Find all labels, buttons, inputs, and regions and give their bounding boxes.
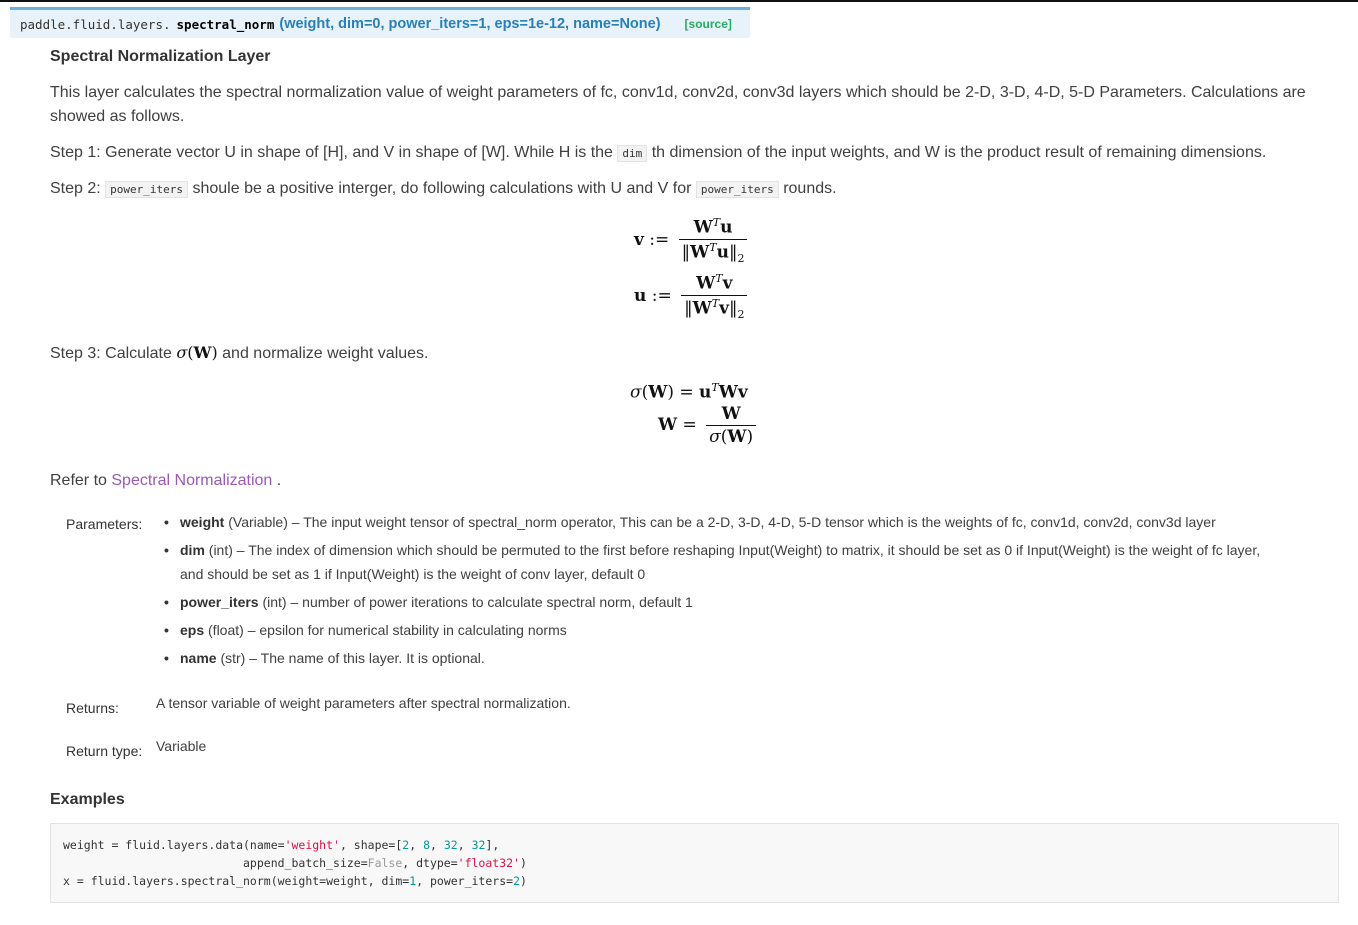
- equation-sigma: $\sigma(W) = u^TWv$: [630, 381, 748, 403]
- step-1-text-a: Step 1: Generate vector U in shape of [H], and V in shape of [W]. While H is the: [50, 144, 613, 161]
- step-2-text-a: Step 2:: [50, 180, 101, 197]
- param-name-field: [160, 646, 1330, 670]
- step-1-code: dim: [617, 145, 647, 162]
- param-type: (str): [220, 650, 246, 666]
- param-desc: – The name of this layer. It is optional.: [249, 650, 485, 666]
- function-params: (weight, dim=0, power_iters=1, eps=1e-12, name=None): [279, 16, 661, 32]
- param-type: (int): [208, 542, 233, 558]
- parameters-label: Parameters:: [66, 516, 143, 532]
- param-weight: [160, 510, 1330, 534]
- step-1-text-b: th dimension of the input weights, and W is the product result of remaining dimensions.: [651, 144, 1267, 161]
- step-2-code-2: power_iters: [696, 181, 779, 198]
- step-2-text-b: shoule be a positive interger, do following calculations with U and V for: [192, 180, 692, 197]
- returns-value: A tensor variable of weight parameters after spectral normalization.: [156, 695, 571, 711]
- param-name: name: [180, 650, 217, 666]
- equation-w: W = $\frac{W}{\sigma(W)}$: [658, 404, 756, 447]
- step-3-math: σ(W): [176, 343, 218, 362]
- param-type: (Variable): [228, 514, 288, 530]
- param-power-iters: [160, 590, 1330, 614]
- refer-period: .: [276, 472, 282, 489]
- intro-line-1: This layer calculates the spectral normalization value of weight parameters of fc, conv1d, conv2d, conv3d layers which should be 2-D, 3-D, 4-D, 5-D Parameters. Calculations are: [50, 84, 1306, 101]
- step-3: [50, 341, 429, 366]
- function-signature: [10, 7, 750, 38]
- source-link[interactable]: [source]: [684, 17, 732, 31]
- equation-u: u := $\frac{W^Tv}{‖W^Tv‖_2}$: [634, 272, 747, 321]
- return-type-label: Return type:: [66, 743, 143, 759]
- param-desc-cont: and should be set as 1 if Input(Weight) is the weight of conv layer, default 0: [180, 566, 646, 582]
- module-path: paddle.fluid.layers.: [20, 16, 171, 32]
- step-2-code-1: power_iters: [105, 181, 188, 198]
- param-desc: – number of power iterations to calculate spectral norm, default 1: [290, 594, 693, 610]
- step-3-text-b: and normalize weight values.: [222, 345, 429, 362]
- step-1: [50, 141, 1266, 166]
- step-2: [50, 177, 837, 202]
- param-type: (float): [208, 622, 244, 638]
- param-name: dim: [180, 542, 205, 558]
- returns-label: Returns:: [66, 700, 119, 716]
- param-eps: [160, 618, 1330, 642]
- param-name: eps: [180, 622, 205, 638]
- step-2-text-c: rounds.: [783, 180, 837, 197]
- param-desc: – The input weight tensor of spectral_norm operator, This can be a 2-D, 3-D, 4-D, 5-D tensor which is the weights of fc, conv1d, conv2d, conv3d layer: [291, 514, 1216, 530]
- equation-v: v := $\frac{W^Tu}{‖W^Tu‖_2}$: [634, 216, 747, 265]
- param-desc: – epsilon for numerical stability in calculating norms: [247, 622, 567, 638]
- refer-line: [50, 469, 281, 493]
- return-type-value: Variable: [156, 738, 207, 754]
- step-3-text-a: Step 3: Calculate: [50, 345, 172, 362]
- top-border: [0, 0, 1358, 2]
- spectral-normalization-link[interactable]: Spectral Normalization: [111, 472, 273, 489]
- param-name: power_iters: [180, 594, 259, 610]
- intro-line-2: showed as follows.: [50, 108, 185, 125]
- section-heading: Spectral Normalization Layer: [50, 48, 271, 65]
- examples-heading: Examples: [50, 791, 125, 808]
- function-name: spectral_norm: [176, 16, 275, 32]
- code-example: weight = fluid.layers.data(name='weight', shape=[2, 8, 32, 32], append_batch_size=False, dtype='float32') x = fluid.layers.spectral_norm(weight=weight, dim=1, power_iters=2): [50, 823, 1339, 903]
- param-type: (int): [262, 594, 287, 610]
- parameters-list: [160, 510, 1330, 674]
- param-name: weight: [180, 514, 225, 530]
- param-dim: [160, 538, 1330, 586]
- refer-text: Refer to: [50, 472, 107, 489]
- param-desc: – The index of dimension which should be permuted to the first before reshaping Input(Weight) to matrix, it should be set as 0 if Input(Weight) is the weight of fc layer,: [236, 542, 1261, 558]
